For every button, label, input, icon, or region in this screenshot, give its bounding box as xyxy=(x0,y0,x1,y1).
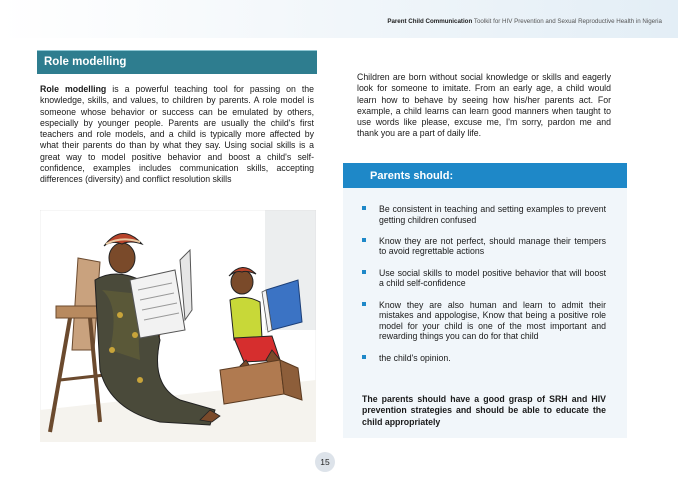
page-number: 15 xyxy=(315,452,335,472)
role-modelling-paragraph xyxy=(40,84,314,186)
list-item: Know they are not perfect, should manage their tempers to avoid regrettable actions xyxy=(362,236,606,257)
running-header xyxy=(387,18,662,25)
section-title-bar xyxy=(37,50,317,74)
parents-should-heading: Parents should: xyxy=(370,170,454,182)
parents-should-header xyxy=(343,163,627,188)
series-subtitle: Toolkit for HIV Prevention and Sexual Reproductive Health in Nigeria xyxy=(473,18,662,25)
conclusion-text: The parents should have a good grasp of SRH and HIV prevention strategies and should be able to educate the child appropriately xyxy=(362,394,606,427)
list-item: the child's opinion. xyxy=(362,353,606,364)
lead-term: Role modelling xyxy=(40,84,107,94)
paragraph-body: is a powerful teaching tool for passing on the knowledge, skills, and values, to children by parents. A role model is someone whose behavior or success can be emulated by others, especially by younger people. Parents are usually the child's first teachers and role models, and a child is typically more affected by what their parents do than by what they say. Using social skills is a great way to model positive behavior and boost a child's self-confidence, examples includes communication skills, accepting differences (diversity) and conflict resolution skills xyxy=(40,84,314,185)
parent-child-reading-illustration xyxy=(40,210,316,442)
list-item: Be consistent in teaching and setting examples to prevent getting children confused xyxy=(362,204,606,225)
children-imitate-paragraph: Children are born without social knowledge or skills and eagerly look for someone to imitate. From an early age, a child would learn how to behave by seeing how his/her parents act. For example, a child learns can learn good manners when taught to use words like please, excuse me, I'm sorry, pardon me and thank you are a part of daily life. xyxy=(357,72,611,139)
list-item: Know they are also human and learn to admit their mistakes and appologise, Know that being a positive role model for your child is one of the most important and rewarding things you can do for that child xyxy=(362,300,606,342)
parents-should-list xyxy=(362,204,606,374)
section-title: Role modelling xyxy=(44,56,127,68)
list-item: Use social skills to model positive behavior that will boost a child self-confidence xyxy=(362,268,606,289)
series-title: Parent Child Communication xyxy=(387,18,473,25)
